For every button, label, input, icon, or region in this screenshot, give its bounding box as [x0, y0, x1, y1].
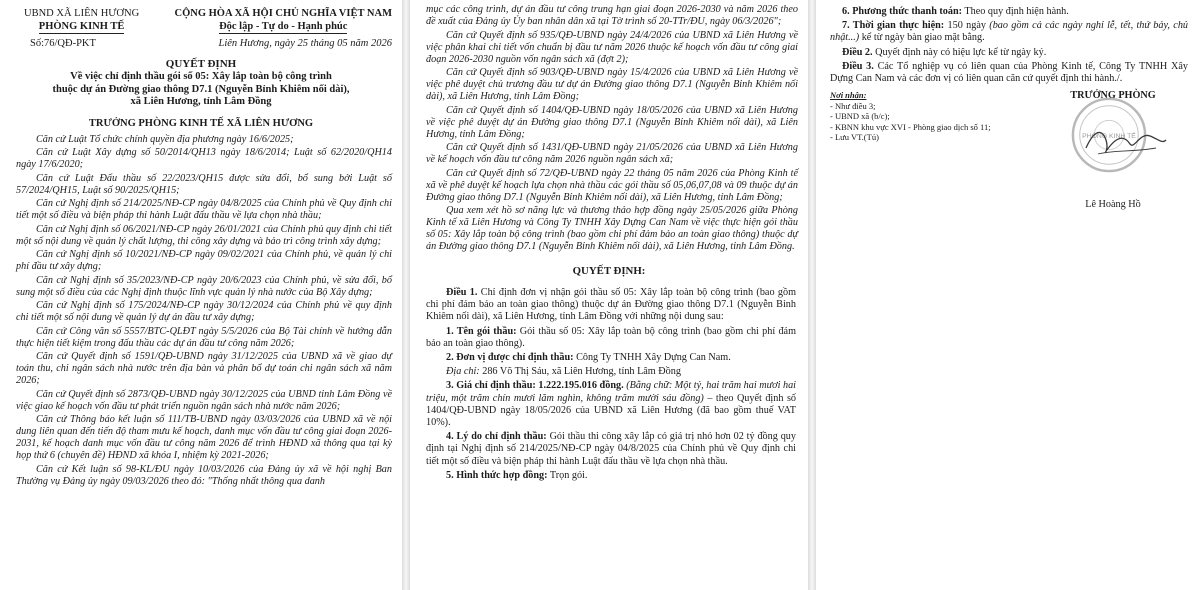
document-number: Số:76/QĐ-PKT: [30, 38, 96, 49]
article-text: Các Tổ nghiệp vụ có liên quan của Phòng Kinh tế, Công Ty TNHH Xây Dựng Can Nam và các đơn vị có liên quan căn cứ quyết định thi hành./.: [830, 60, 1189, 85]
legal-basis: Qua xem xét hồ sơ năng lực và thương thảo hợp đồng ngày 25/05/2026 giữa Phòng Kinh tế xã Liên Hương và Công Ty TNHH Xây Dựng Can Nam về việc thực hiện gói thầu số 05: Xây lắp toàn bộ công trình (bao gồm chi phí đảm bảo an toàn giao thông) thuộc dự án Đường giao thông D7.1 (Nguyễn Bỉnh Khiêm nối dài), xã Liên Hương, tỉnh Lâm Đồng.: [426, 205, 798, 252]
legal-basis: Căn cứ Nghị định số 214/2025/NĐ-CP ngày 04/8/2025 của Chính phủ về Quy định chi tiết một số điều và biện pháp thi hành Luật đấu thầu về lựa chọn nhà thầu;: [16, 198, 392, 221]
item-payment: [830, 6, 1188, 18]
signer: [1038, 90, 1188, 210]
legal-bases-continued: [410, 4, 808, 253]
price-value: 1.222.195.016 đồng.: [538, 380, 624, 392]
item-label: 7. Thời gian thực hiện:: [842, 20, 945, 32]
handwritten-signature: [1080, 114, 1170, 166]
duration-note: (bao gồm cả các ngày nghỉ lễ, tết, thứ bảy, chủ nhật...): [830, 20, 1189, 44]
item-contractor: [410, 352, 808, 364]
item-label: 3. Giá chỉ định thầu:: [446, 380, 536, 392]
article-label: Điều 3.: [842, 60, 874, 72]
legal-basis: Căn cứ Nghị định số 35/2023/NĐ-CP ngày 20/6/2023 của Chính phủ, về sửa đổi, bổ sung một số điều của các Nghị định thuộc lĩnh vực quản lý nhà nước của Bộ Xây dựng;: [16, 274, 392, 298]
recipients-list: [830, 90, 1030, 210]
legal-basis: Căn cứ Quyết định số 903/QĐ-UBND ngày 15/4/2026 của UBND xã Liên Hương về việc phê duyệt chủ trương đầu tư dự án Đường giao thông D7.1 (Nguyễn Bỉnh Khiêm nối dài), xã Liên Hương, tỉnh Lâm Đồng;: [426, 67, 798, 102]
legal-basis: Căn cứ Kết luận số 98-KL/ĐU ngày 10/03/2026 của Đảng ủy xã về hội nghị Ban Thường vụ Đảng ủy ngày 09/03/2026 theo đó: "Thống nhất thông qua danh: [16, 463, 392, 487]
recipient-item: - KBNN khu vực XVI - Phòng giao dịch số 11;: [830, 121, 991, 132]
issuing-agency: [24, 7, 139, 34]
legal-basis: Căn cứ Nghị định số 175/2024/NĐ-CP ngày 30/12/2024 của Chính phủ về quy định chi tiết một số nội dung về quản lý dự án đầu tư xây dựng;: [16, 300, 392, 323]
decision-heading: QUYẾT ĐỊNH:: [572, 265, 646, 277]
signature-block: [816, 87, 1200, 210]
item-package-name: [410, 326, 808, 350]
legal-bases: [0, 134, 402, 488]
nation-line-2: Độc lập - Tự do - Hạnh phúc: [219, 21, 348, 32]
item-label: 5. Hình thức hợp đồng:: [446, 469, 548, 481]
document-page-2: [410, 0, 808, 590]
legal-basis: Căn cứ Công văn số 5557/BTC-QLĐT ngày 5/5/2026 của Bộ Tài chính về hướng dẫn thực hiện tiết kiệm trong đấu thầu các dự án đầu tư công năm 2026;: [16, 325, 392, 349]
document-page-1: [0, 0, 402, 590]
signer-role: TRƯỞNG PHÒNG: [1070, 90, 1156, 102]
legal-basis: Căn cứ Quyết định số 935/QĐ-UBND ngày 24/4/2026 của UBND xã Liên Hương về việc phân khai chi tiết vốn chuẩn bị đầu tư năm 2026 thuộc kế hoạch vốn đầu tư công giai đoạn 2026-2030 nguồn vốn ngân sách xã (đợt 2);: [426, 29, 798, 65]
address-text: 286 Võ Thị Sáu, xã Liên Hương, tỉnh Lâm Đồng: [482, 366, 681, 378]
legal-basis: Căn cứ Nghị định số 06/2021/NĐ-CP ngày 26/01/2021 của Chính phủ quy định chi tiết một số nội dung về quản lý chất lượng, thi công xây dựng và bảo trì công trình xây dựng;: [16, 223, 392, 247]
article-text: Chỉ định đơn vị nhận gói thầu số 05: Xây lắp toàn bộ công trình (bao gồm chi phí đảm bảo an toàn giao thông) thuộc dự án Đường giao thông D7.1 (Nguyễn Bỉnh Khiêm nối dài), xã Liên Hương, tỉnh Lâm Đồng với những nội dung sau:: [426, 287, 797, 323]
legal-basis: Căn cứ Quyết định số 1591/QĐ-UBND ngày 31/12/2025 của UBND xã về giao dự toán thu, chi ngân sách nhà nước trên địa bàn và phân bổ dự toán chi ngân sách xã năm 2026;: [16, 351, 392, 386]
legal-basis: Căn cứ Quyết định số 1404/QĐ-UBND ngày 18/05/2026 của UBND xã Liên Hương về việc phê duyệt dự án Đường giao thông D7.1 (Nguyễn Bỉnh Khiêm nối dài), xã Liên Hương, tỉnh Lâm Đồng;: [426, 104, 798, 140]
document-header: [0, 0, 402, 34]
item-reason: [410, 431, 808, 468]
page-divider: [808, 0, 816, 590]
legal-basis: Căn cứ Quyết định số 72/QĐ-UBND ngày 22 tháng 05 năm 2026 của Phòng Kinh tế xã về phê duyệt kế hoạch lựa chọn nhà thầu các gói thầu số 05,06,07,08 và 09 thuộc dự án Đường giao thông D7.1 (Nguyễn Bỉnh Khiêm nối dài), xã Liên Hương, tỉnh Lâm Đồng;: [426, 167, 798, 203]
item-text: Theo quy định hiện hành.: [964, 6, 1069, 17]
nation-line-1: CỘNG HÒA XÃ HỘI CHỦ NGHĨA VIỆT NAM: [174, 8, 392, 19]
document-title: QUYẾT ĐỊNH: [165, 58, 237, 70]
subtitle-line: Về việc chỉ định thầu gói số 05: Xây lắp toàn bộ công trình: [70, 71, 332, 82]
article-3: [830, 61, 1188, 85]
legal-basis: Căn cứ Luật Đấu thầu số 22/2023/QH15 được sửa đổi, bổ sung bởi Luật số 57/2024/QH15, Luật số 90/2025/QH15;: [16, 172, 392, 196]
item-text: Gói thầu số 05: Xây lắp toàn bộ công trình (bao gồm chi phí đảm bảo an toàn giao thông).: [426, 325, 797, 349]
subtitle-line: thuộc dự án Đường giao thông D7.1 (Nguyễn Bỉnh Khiêm nối dài),: [52, 83, 350, 95]
item-label: 6. Phương thức thanh toán:: [842, 6, 963, 17]
item-price: [410, 380, 808, 429]
item-text: Trọn gói.: [549, 469, 588, 481]
legal-basis: Căn cứ Thông báo kết luận số 111/TB-UBND ngày 03/03/2026 của UBND xã về nội dung liên quan đến tiến độ tham mưu kế hoạch, danh mục vốn đầu tư công giai đoạn 2026-2031, kế hoạch danh mục vốn đầu tư công năm 2026 để trình HĐND xã thông qua tại kỳ họp thứ 6 (chuyên đề) HĐND xã khóa I, nhiệm kỳ 2021-2026;: [16, 414, 392, 461]
item-label: 4. Lý do chỉ định thầu:: [446, 431, 547, 443]
document-page-3: [816, 0, 1200, 590]
agency-line-2: PHÒNG KINH TẾ: [38, 21, 125, 32]
subtitle-line: xã Liên Hương, tỉnh Lâm Đồng: [130, 96, 272, 107]
legal-basis: Căn cứ Quyết định số 1431/QĐ-UBND ngày 21/05/2026 của UBND xã Liên Hương về kế hoạch vốn đầu tư công năm 2026 nguồn ngân sách xã;: [426, 142, 798, 165]
recipient-item: - UBND xã (b/c);: [830, 111, 890, 122]
item-duration: [830, 20, 1188, 44]
legal-basis: mục các công trình, dự án đầu tư công trung hạn giai đoạn 2026-2030 và năm 2026 theo đề xuất của Đảng ủy Ủy ban nhân dân xã tại Tờ trình số 20-TTr/ĐU, ngày 06/3/2026";: [426, 4, 798, 27]
item-text: Gói thầu thi công xây lắp có giá trị nhỏ hơn 02 tỷ đồng quy định tại Nghị định số 214/2025/NĐ-CP ngày 04/8/2025 của Chính phủ về Quy định chi tiết một số điều và biện pháp thi hành Luật đấu thầu về lựa chọn nhà thầu.: [426, 431, 796, 467]
item-label: 2. Đơn vị được chỉ định thầu:: [446, 352, 574, 364]
price-reference: – theo Quyết định số 1404/QĐ-UBND ngày 18/05/2026 của UBND xã Liên Hương (đã bao gồm thuế VAT 10%).: [426, 392, 797, 429]
legal-basis: Căn cứ Quyết định số 2873/QĐ-UBND ngày 30/12/2025 của UBND tỉnh Lâm Đồng về việc giao kế hoạch vốn đầu tư phát triển nguồn ngân sách nhà nước năm 2026;: [16, 388, 392, 412]
issuing-authority: TRƯỞNG PHÒNG KINH TẾ XÃ LIÊN HƯƠNG: [88, 117, 314, 129]
item-contract-type: [410, 470, 808, 482]
article-2: [830, 47, 1188, 59]
item-label: 1. Tên gói thầu:: [446, 325, 517, 337]
item-text: Công Ty TNHH Xây Dựng Can Nam.: [576, 352, 731, 364]
legal-basis: Căn cứ Luật Tổ chức chính quyền địa phương ngày 16/6/2025;: [36, 133, 294, 145]
legal-basis: Căn cứ Nghị định số 10/2021/NĐ-CP ngày 09/02/2021 của Chính phủ, về quản lý chi phí đầu tư xây dựng;: [16, 249, 392, 272]
item-contractor-address: [410, 366, 808, 378]
national-motto: [174, 7, 392, 34]
duration-value: 150 ngày: [947, 20, 986, 32]
price-in-words: (Bằng chữ: Một tỷ, hai trăm hai mươi hai triệu, một trăm chín mươi lăm nghìn, không trăm mười sáu đồng): [426, 380, 797, 404]
duration-rest: kể từ ngày bàn giao mặt bằng.: [861, 32, 985, 44]
page-divider: [402, 0, 410, 590]
address-label: Địa chỉ:: [446, 366, 480, 378]
legal-basis: Căn cứ Luật Xây dựng số 50/2014/QH13 ngày 18/6/2014; Luật số 62/2020/QH14 ngày 17/6/2020;: [16, 147, 392, 170]
recipient-item: - Như điều 3;: [830, 100, 876, 111]
article-1: [410, 287, 808, 324]
article-label: Điều 2.: [842, 46, 873, 58]
document-date: Liên Hương, ngày 25 tháng 05 năm 2026: [218, 38, 392, 49]
signer-name: Lê Hoàng Hồ: [1085, 199, 1141, 211]
article-label: Điều 1.: [446, 287, 478, 298]
recipients-label: Nơi nhận:: [830, 90, 867, 101]
recipient-item: - Lưu VT.(Tủ): [830, 132, 879, 143]
agency-line-1: UBND XÃ LIÊN HƯƠNG: [24, 8, 140, 19]
article-text: Quyết định này có hiệu lực kể từ ngày ký.: [875, 46, 1047, 58]
document-subtitle: [0, 71, 402, 109]
stamp-text: PHÒNG KINH TẾ: [1082, 133, 1136, 141]
